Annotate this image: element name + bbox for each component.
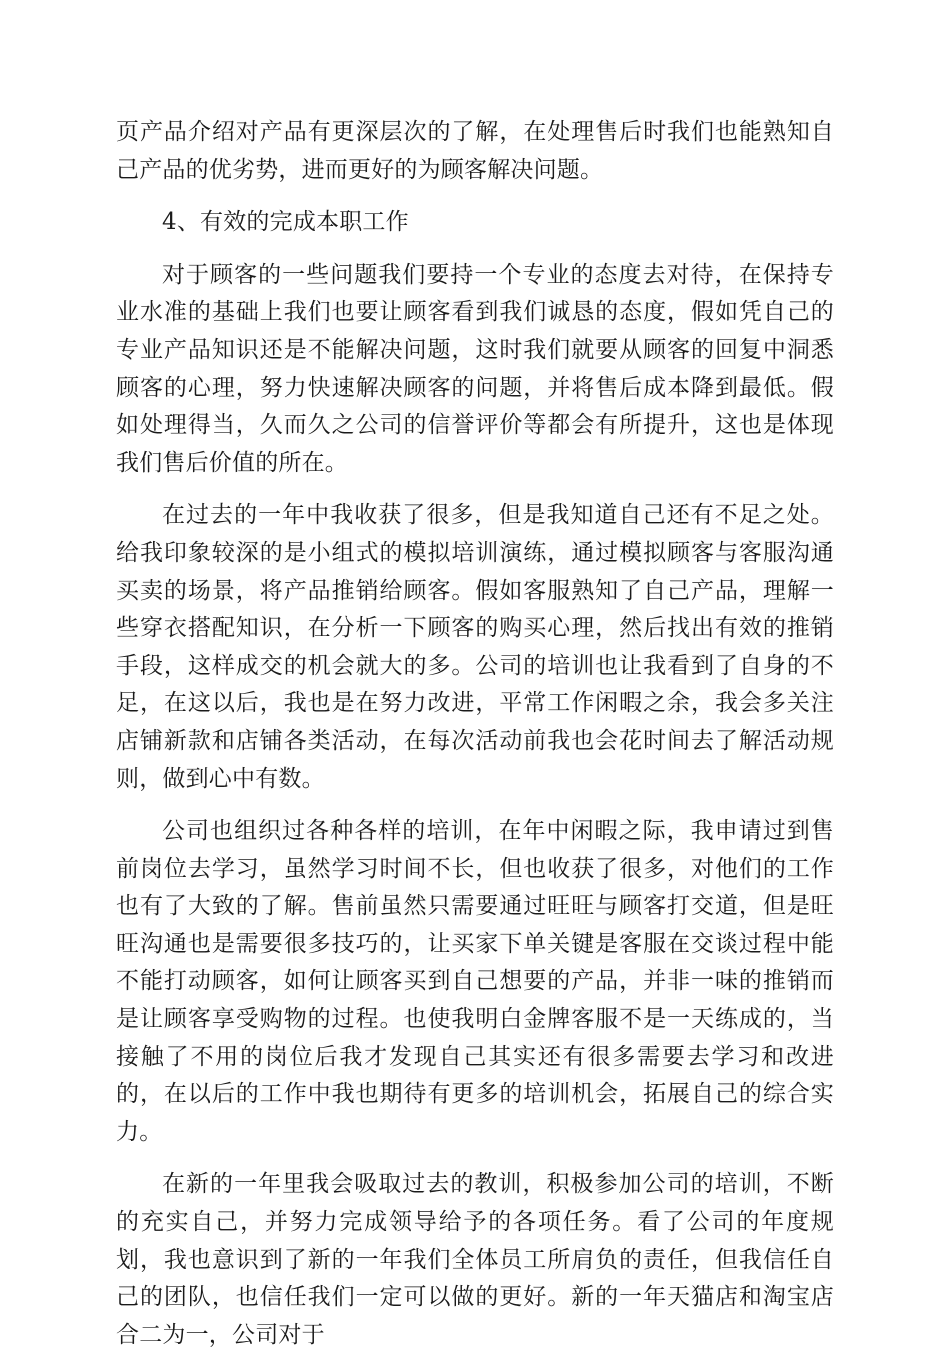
document-page bbox=[116, 114, 834, 1369]
paragraph: 在新的一年里我会吸取过去的教训，积极参加公司的培训，不断的充实自己，并努力完成领导给予的各项任务。看了公司的年度规划，我也意识到了新的一年我们全体员工所肩负的责任，但我信任自己的团队，也信任我们一定可以做的更好。新的一年天猫店和淘宝店合二为一，公司对于 bbox=[116, 1171, 834, 1348]
paragraph: 对于顾客的一些问题我们要持一个专业的态度去对待，在保持专业水准的基础上我们也要让顾客看到我们诚恳的态度，假如凭自己的专业产品知识还是不能解决问题，这时我们就要从顾客的回复中洞悉顾客的心理，努力快速解决顾客的问题，并将售后成本降到最低。假如处理得当，久而久之公司的信誉评价等都会有所提升，这也是体现我们售后价值的所在。 bbox=[116, 261, 834, 476]
section-heading: 4、有效的完成本职工作 bbox=[162, 209, 409, 236]
paragraph: 公司也组织过各种各样的培训，在年中闲暇之际，我申请过到售前岗位去学习，虽然学习时间不长，但也收获了很多，对他们的工作也有了大致的了解。售前虽然只需要通过旺旺与顾客打交道，但是旺旺沟通也是需要很多技巧的，让买家下单关键是客服在交谈过程中能不能打动顾客，如何让顾客买到自己想要的产品，并非一味的推销而是让顾客享受购物的过程。也使我明白金牌客服不是一天练成的，当接触了不用的岗位后我才发现自己其实还有很多需要去学习和改进的，在以后的工作中我也期待有更多的培训机会，拓展自己的综合实力。 bbox=[116, 818, 834, 1145]
paragraph-continuation: 页产品介绍对产品有更深层次的了解，在处理售后时我们也能熟知自己产品的优劣势，进而更好的为顾客解决问题。 bbox=[116, 119, 834, 183]
paragraph: 在过去的一年中我收获了很多，但是我知道自己还有不足之处。给我印象较深的是小组式的模拟培训演练，通过模拟顾客与客服沟通买卖的场景，将产品推销给顾客。假如客服熟知了自己产品，理解一些穿衣搭配知识，在分析一下顾客的购买心理，然后找出有效的推销手段，这样成交的机会就大的多。公司的培训也让我看到了自身的不足，在这以后，我也是在努力改进，平常工作闲暇之余，我会多关注店铺新款和店铺各类活动，在每次活动前我也会花时间去了解活动规则，做到心中有数。 bbox=[116, 502, 834, 792]
